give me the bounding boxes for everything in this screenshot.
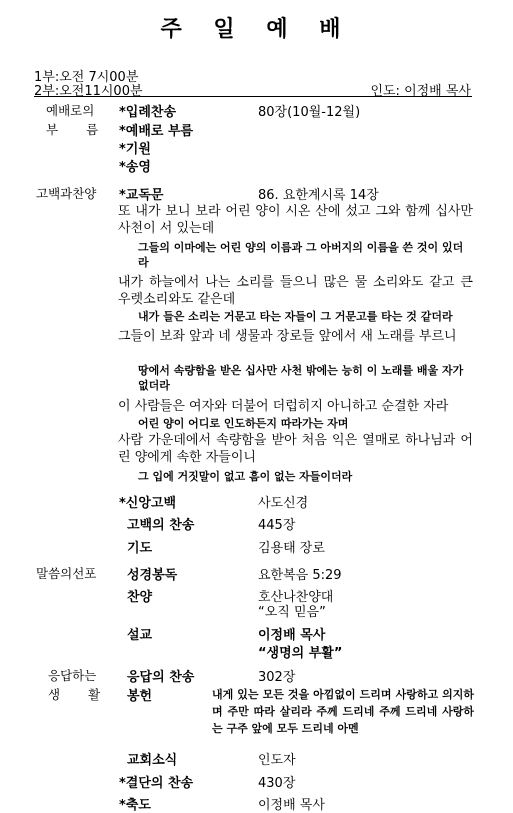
closing-hymn-value: 430장 xyxy=(258,776,296,791)
hymn-response-value: 302장 xyxy=(258,670,296,685)
reading-people-1: 그들의 이마에는 어린 양의 이름과 그 아버지의 이름을 쓴 것이 있더라 xyxy=(138,241,464,269)
reading-leader-2: 내가 하늘에서 나는 소리를 들으니 많은 물 소리와도 같고 큰 우렛소리와도 같은데 xyxy=(118,275,473,307)
prayer-value: 김용태 장로 xyxy=(258,541,325,556)
service-time-first: 1부:오전 7시00분 xyxy=(34,70,139,85)
reading-value: 86. 요한계시록 14장 xyxy=(258,188,379,203)
anthem-title: “오직 믿음” xyxy=(258,605,326,620)
officiant: 인도: 이정배 목사 xyxy=(370,84,471,99)
hymn-confession-value: 445장 xyxy=(258,518,296,533)
sermon-title: “생명의 부활” xyxy=(258,646,343,661)
hymn-response-label: 응답의 찬송 xyxy=(127,670,195,685)
reading-leader-4: 이 사람들은 여자와 더불어 더럽히지 아니하고 순결한 자라 xyxy=(118,399,449,414)
section-call-line1: 예배로의 xyxy=(46,103,95,118)
sermon-preacher: 이정배 목사 xyxy=(258,628,326,643)
announcements-label: 교회소식 xyxy=(127,753,178,768)
hymn-confession-label: 고백의 찬송 xyxy=(127,518,195,533)
reading-leader-5: 사람 가운데에서 속량함을 받아 처음 익은 열매로 하나님과 어린 양에게 속한 자들이니 xyxy=(118,433,473,465)
call-to-worship-label: *예배로 부름 xyxy=(119,124,194,139)
section-call-line2: 부름 xyxy=(46,122,127,137)
reading-people-3: 땅에서 속량함을 받은 십사만 사천 밖에는 능히 이 노래를 배울 자가 없더라 xyxy=(138,364,464,392)
announcements-value: 인도자 xyxy=(258,753,296,768)
scripture-value: 요한복음 5:29 xyxy=(258,568,342,583)
section-response-line1: 응답하는 xyxy=(48,668,97,683)
creed-label: *신앙고백 xyxy=(119,496,177,511)
reading-people-2: 내가 들은 소리는 거문고 타는 자들이 그 거문고를 타는 것 같더라 xyxy=(138,310,453,323)
section-response-line2: 생활 xyxy=(48,687,129,702)
reading-leader-3: 그들이 보좌 앞과 네 생물과 장로들 앞에서 새 노래를 부르니 xyxy=(118,329,457,344)
closing-hymn-label: *결단의 찬송 xyxy=(119,776,194,791)
header-divider xyxy=(34,96,472,97)
reading-leader-1: 또 내가 보니 보라 어린 양이 시온 산에 섰고 그와 함께 십사만 사천이 서 있는데 xyxy=(118,204,473,236)
offering-text: 내게 있는 모든 것을 아낌없이 드리며 사랑하고 의지하며 주만 따라 살리라 주께 드리네 주께 드리네 사랑하는 구주 앞에 모두 드리네 아멘 xyxy=(212,688,474,735)
service-time-second: 2부:오전11시00분 xyxy=(34,84,143,99)
prayer-label: 기도 xyxy=(127,541,153,556)
opening-hymn-value: 80장(10월-12월) xyxy=(258,105,361,120)
reading-label: *교독문 xyxy=(119,188,164,203)
opening-hymn-label: *입례찬송 xyxy=(119,105,177,120)
anthem-choir: 호산나찬양대 xyxy=(258,590,334,605)
reading-people-4: 어린 양이 어디로 인도하든지 따라가는 자며 xyxy=(138,417,349,430)
offering-label: 봉헌 xyxy=(127,689,153,704)
benediction-label: *축도 xyxy=(119,798,151,813)
scripture-label: 성경봉독 xyxy=(127,568,178,583)
doxology-label: *송영 xyxy=(119,160,151,175)
benediction-value: 이정배 목사 xyxy=(258,798,325,813)
sermon-label: 설교 xyxy=(127,628,153,643)
section-word: 말씀의선포 xyxy=(36,566,97,581)
page-title: 주 일 예 배 xyxy=(160,17,353,42)
anthem-label: 찬양 xyxy=(127,590,153,605)
reading-people-5: 그 입에 거짓말이 없고 흠이 없는 자들이더라 xyxy=(138,470,353,483)
creed-value: 사도신경 xyxy=(258,496,309,511)
invocation-label: *기원 xyxy=(119,142,151,157)
section-confession: 고백과찬양 xyxy=(36,186,97,201)
